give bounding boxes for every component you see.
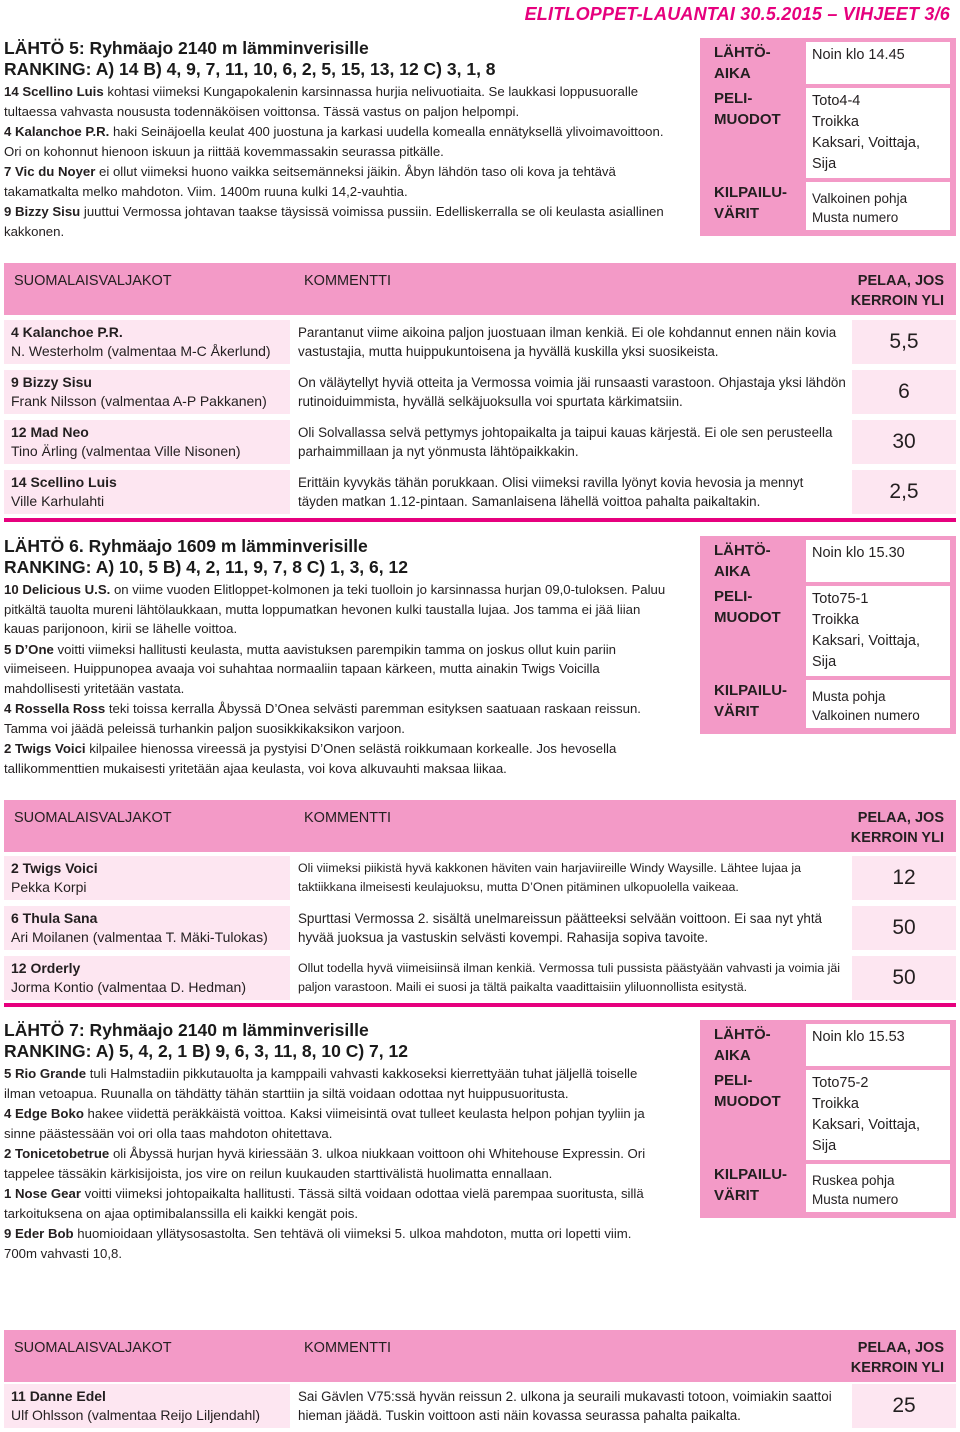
game-types-value: Toto4-4 Troikka Kaksari, Voittaja, Sija	[806, 88, 950, 178]
start-time-label: LÄHTÖ- AIKA	[714, 542, 771, 580]
start-time-value: Noin klo 15.30	[806, 540, 950, 582]
note: 10 Delicious U.S. on viime vuoden Elitloppet-kolmonen ja teki tuolloin jo karsinnassa hurjan 09,0-tuloksen. Paluu pitkältä tauolta mureni lähtölaukkaan, mutta loppumatkan hevonen kulki taustalla lujaa. Jos tamma ei jää liian kauas parijonoon, kirii se lähelle voittoa.	[4, 582, 666, 636]
race-ranking: RANKING: A) 14 B) 4, 9, 7, 11, 10, 6, 2, 5, 15, 13, 12 C) 3, 1, 8	[4, 59, 496, 79]
race-ranking: RANKING: A) 5, 4, 2, 1 B) 9, 6, 3, 11, 8, 10 C) 7, 12	[4, 1041, 408, 1061]
col-horse-header: SUOMALAISVALJAKOT	[14, 810, 172, 826]
colors-label: KILPAILU- VÄRIT	[714, 1166, 788, 1204]
odds-cell: 30	[852, 420, 956, 464]
note: 9 Eder Bob huomioidaan yllätysosastolta. Sen tehtävä oli viimeksi 5. ulkoa mahdoton, mutta ori lopetti viim. 700m vahvasti 10,8.	[4, 1226, 632, 1261]
col-comment-header: KOMMENTTI	[304, 1340, 391, 1356]
horse-cell: 12 Mad Neo Tino Ärling (valmentaa Ville Nisonen)	[4, 420, 290, 464]
race-6-rows	[4, 856, 956, 1006]
note: 14 Scellino Luis kohtasi viimeksi Kungapokalenin karsinnassa hurjia nelivuotiaita. Se laukkasi loppusuoralle tultaessa vahvasta noususta todennäköisen voittonsa. Tässä vastus on paljon helpompi.	[4, 84, 639, 119]
race-7-info-box	[700, 1020, 956, 1218]
note: 7 Vic du Noyer ei ollut viimeksi huono vaikka seitsemänneksi jäikin. Åbyn lähdön taso oli kova ja tehtävä takamatkalta melko mahdoton. Viim. 1400m ruuna kulki 14,2-vauhtia.	[4, 164, 616, 199]
table-row	[4, 320, 956, 364]
race-5-rows	[4, 320, 956, 520]
note: 4 Edge Boko hakee viidettä peräkkäistä voittoa. Kaksi viimeisintä ovat tulleet keulasta helpon pohjan tyyliin ja sinne päästessään voi ori olla taas mahdoton ohitettava.	[4, 1106, 645, 1141]
page-header: ELITLOPPET-LAUANTAI 30.5.2015 – VIHJEET 3/6	[524, 4, 950, 24]
col-odds-header: PELAA, JOS KERROIN YLI	[850, 273, 944, 309]
comment-cell: Parantanut viime aikoina paljon juostuaan ilman kenkiä. Ei ole kohdannut ennen näin kovia vastustajia, mutta huippukuntoisena ja hyvällä kuskilla yksi suosikeista.	[298, 325, 837, 359]
race-ranking: RANKING: A) 10, 5 B) 4, 2, 11, 9, 7, 8 C) 1, 3, 6, 12	[4, 557, 408, 577]
table-row	[4, 956, 956, 1000]
odds-cell: 50	[852, 906, 956, 950]
col-odds-header: PELAA, JOS KERROIN YLI	[850, 810, 944, 846]
comment-cell: Erittäin kyvykäs tähän porukkaan. Olisi viimeksi ravilla lyönyt kovia hevosia ja mennyt täyden matkan 1.12-pintaan. Samanlaisena lähellä voittoa pahalta paikaltakin.	[298, 475, 804, 509]
colors-value: Valkoinen pohja Musta numero	[806, 182, 950, 230]
game-types-value: Toto75-1 Troikka Kaksari, Voittaja, Sija	[806, 586, 950, 676]
section-divider	[4, 518, 956, 522]
col-comment-header: KOMMENTTI	[304, 273, 391, 289]
race-6-intro	[4, 536, 668, 779]
race-5-info-box	[700, 38, 956, 236]
comment-cell: Ollut todella hyvä viimeisiinsä ilman kenkiä. Vermossa tuli pussista päästyään vahvasti ja voimia jäi paljon varastoon. Maili ei suosi ja tältä paikalta vaadittaisiin yliluonnollista esitystä.	[298, 961, 840, 994]
comment-cell: Sai Gävlen V75:ssä hyvän reissun 2. ulkona ja seuraili mukavasti totoon, voimiakin saattoi hieman jäädä. Tuskin voittoon asti näin kovassa seurassa pahalta paikalta.	[298, 1389, 832, 1423]
odds-cell: 12	[852, 856, 956, 900]
start-time-value: Noin klo 15.53	[806, 1024, 950, 1066]
race-5-intro	[4, 38, 668, 242]
race-title: LÄHTÖ 5: Ryhmäajo 2140 m lämminverisille	[4, 38, 369, 58]
game-types-value: Toto75-2 Troikka Kaksari, Voittaja, Sija	[806, 1070, 950, 1160]
colors-label: KILPAILU- VÄRIT	[714, 184, 788, 222]
race-7-table-header	[4, 1330, 956, 1382]
horse-cell: 14 Scellino Luis Ville Karhulahti	[4, 470, 290, 514]
note: 9 Bizzy Sisu juuttui Vermossa johtavan taakse täysissä voimissa pussiin. Edelliskerralla se oli keulasta asiallinen kakkonen.	[4, 204, 664, 239]
race-notes	[4, 82, 668, 241]
odds-cell: 25	[852, 1384, 956, 1428]
comment-cell: On väläytellyt hyviä otteita ja Vermossa voimia jäi runsaasti varastoon. Ohjastaja yksi lähdön rutinoiduimmista, hyvällä selkäjuoksulla voi spurtata kärkimatsiin.	[298, 375, 846, 409]
race-6-info-box	[700, 536, 956, 734]
col-odds-header: PELAA, JOS KERROIN YLI	[850, 1340, 944, 1376]
odds-cell: 2,5	[852, 470, 956, 514]
horse-cell: 6 Thula Sana Ari Moilanen (valmentaa T. Mäki-Tulokas)	[4, 906, 290, 950]
table-row	[4, 906, 956, 950]
table-row	[4, 470, 956, 514]
comment-cell: Spurttasi Vermossa 2. sisältä unelmareissun päätteeksi selvään voittoon. Ei saa nyt yhtä hyvää juoksua ja vastuskin selvästi kovempi. Rahasija sopiva tavoite.	[298, 911, 822, 945]
race-6-table-header	[4, 800, 956, 852]
table-row	[4, 370, 956, 414]
colors-value: Musta pohja Valkoinen numero	[806, 680, 950, 728]
start-time-label: LÄHTÖ- AIKA	[714, 44, 771, 82]
col-horse-header: SUOMALAISVALJAKOT	[14, 273, 172, 289]
note: 1 Nose Gear voitti viimeksi johtopaikalta hallitusti. Tässä siltä voidaan odottaa vielä parempaa suoritusta, sillä tarkoituksena on ajaa optimibalanssilla eli kaikki kengät pois.	[4, 1186, 644, 1221]
race-7-intro	[4, 1020, 668, 1264]
comment-cell: Oli Solvallassa selvä pettymys johtopaikalta ja taipui kauas kärjestä. Ei ole sen perusteella parhaimmillaan ja nyt yönmusta lähtöpaikkakin.	[298, 425, 833, 459]
note: 5 D’One voitti viimeksi hallitusti keulasta, mutta aavistuksen parempikin tamma on joskus ollut kuin pariin viimeiseen. Huippunopea avaaja voi suhahtaa normaaliin tapaan kärkeen, mutta ainakin Twigs Voicilla mahdollisesti yritetään vastata.	[4, 641, 617, 696]
game-types-label: PELI- MUODOT	[714, 588, 781, 626]
horse-cell: 4 Kalanchoe P.R. N. Westerholm (valmentaa M-C Åkerlund)	[4, 320, 290, 364]
section-divider	[4, 1003, 956, 1007]
note: 5 Rio Grande tuli Halmstadiin pikkutauolta ja kamppaili vahvasti kakkoseksi kierrettyään tuhat jäljellä toiselle ilman vetoapua. Ruunalla on tähdätty tähän starttiin ja siltä voidaan odottaa nyt huippusuoritusta.	[4, 1066, 638, 1101]
colors-label: KILPAILU- VÄRIT	[714, 682, 788, 720]
odds-cell: 6	[852, 370, 956, 414]
horse-cell: 9 Bizzy Sisu Frank Nilsson (valmentaa A-P Pakkanen)	[4, 370, 290, 414]
col-comment-header: KOMMENTTI	[304, 810, 391, 826]
race-title: LÄHTÖ 6. Ryhmäajo 1609 m lämminverisille	[4, 536, 368, 556]
odds-cell: 5,5	[852, 320, 956, 364]
race-notes	[4, 1064, 668, 1263]
table-row	[4, 420, 956, 464]
game-types-label: PELI- MUODOT	[714, 90, 781, 128]
col-horse-header: SUOMALAISVALJAKOT	[14, 1340, 172, 1356]
comment-cell: Oli viimeksi piikistä hyvä kakkonen häviten vain harjaviireille Windy Waysille. Lähtee lujaa ja taktiikkana ilmeisesti keulajuoksu, mutta D’Onen pitäminen ulkopuolella vaikeaa.	[298, 861, 801, 894]
colors-value: Ruskea pohja Musta numero	[806, 1164, 950, 1212]
odds-cell: 50	[852, 956, 956, 1000]
table-row	[4, 1384, 956, 1428]
race-7-rows	[4, 1384, 956, 1432]
start-time-label: LÄHTÖ- AIKA	[714, 1026, 771, 1064]
race-5-table-header	[4, 263, 956, 315]
race-title: LÄHTÖ 7: Ryhmäajo 2140 m lämminverisille	[4, 1020, 369, 1040]
horse-cell: 2 Twigs Voici Pekka Korpi	[4, 856, 290, 900]
table-row	[4, 856, 956, 900]
note: 2 Twigs Voici kilpailee hienossa vireessä ja pystyisi D’Onen selästä roikkumaan korkealle. Jos hevosella tallikommenttien mukaisesti yritetään ajaa keulasta, voi kova alkuvauhti maksaa liikaa.	[4, 741, 617, 776]
note: 2 Tonicetobetrue oli Åbyssä hurjan hyvä kiriessään 3. ulkoa niukkaan voittoon ohi Whitehouse Expressin. Ori tappelee tässäkin kärkisijoista, jos vire on reilun kuukauden starttivälistä huolimatta ennallaan.	[4, 1146, 646, 1181]
horse-cell: 12 Orderly Jorma Kontio (valmentaa D. Hedman)	[4, 956, 290, 1000]
note: 4 Rossella Ross teki toissa kerralla Åbyssä D’Onea selvästi paremman esityksen saatuaan raskaan reissun. Tamma voi jäädä peleissä turhankin paljon suosikkikaksikon varjoon.	[4, 701, 641, 736]
horse-cell: 11 Danne Edel Ulf Ohlsson (valmentaa Reijo Liljendahl)	[4, 1384, 290, 1428]
race-notes	[4, 580, 668, 778]
start-time-value: Noin klo 14.45	[806, 42, 950, 84]
note: 4 Kalanchoe P.R. haki Seinäjoella keulat 400 juostuna ja karkasi uudella komealla ennätyksellä ylivoimavoittoon. Ori on kohonnut hienoon iskuun ja riittää kovemmassakin seurassa pitkälle.	[4, 124, 664, 159]
game-types-label: PELI- MUODOT	[714, 1072, 781, 1110]
